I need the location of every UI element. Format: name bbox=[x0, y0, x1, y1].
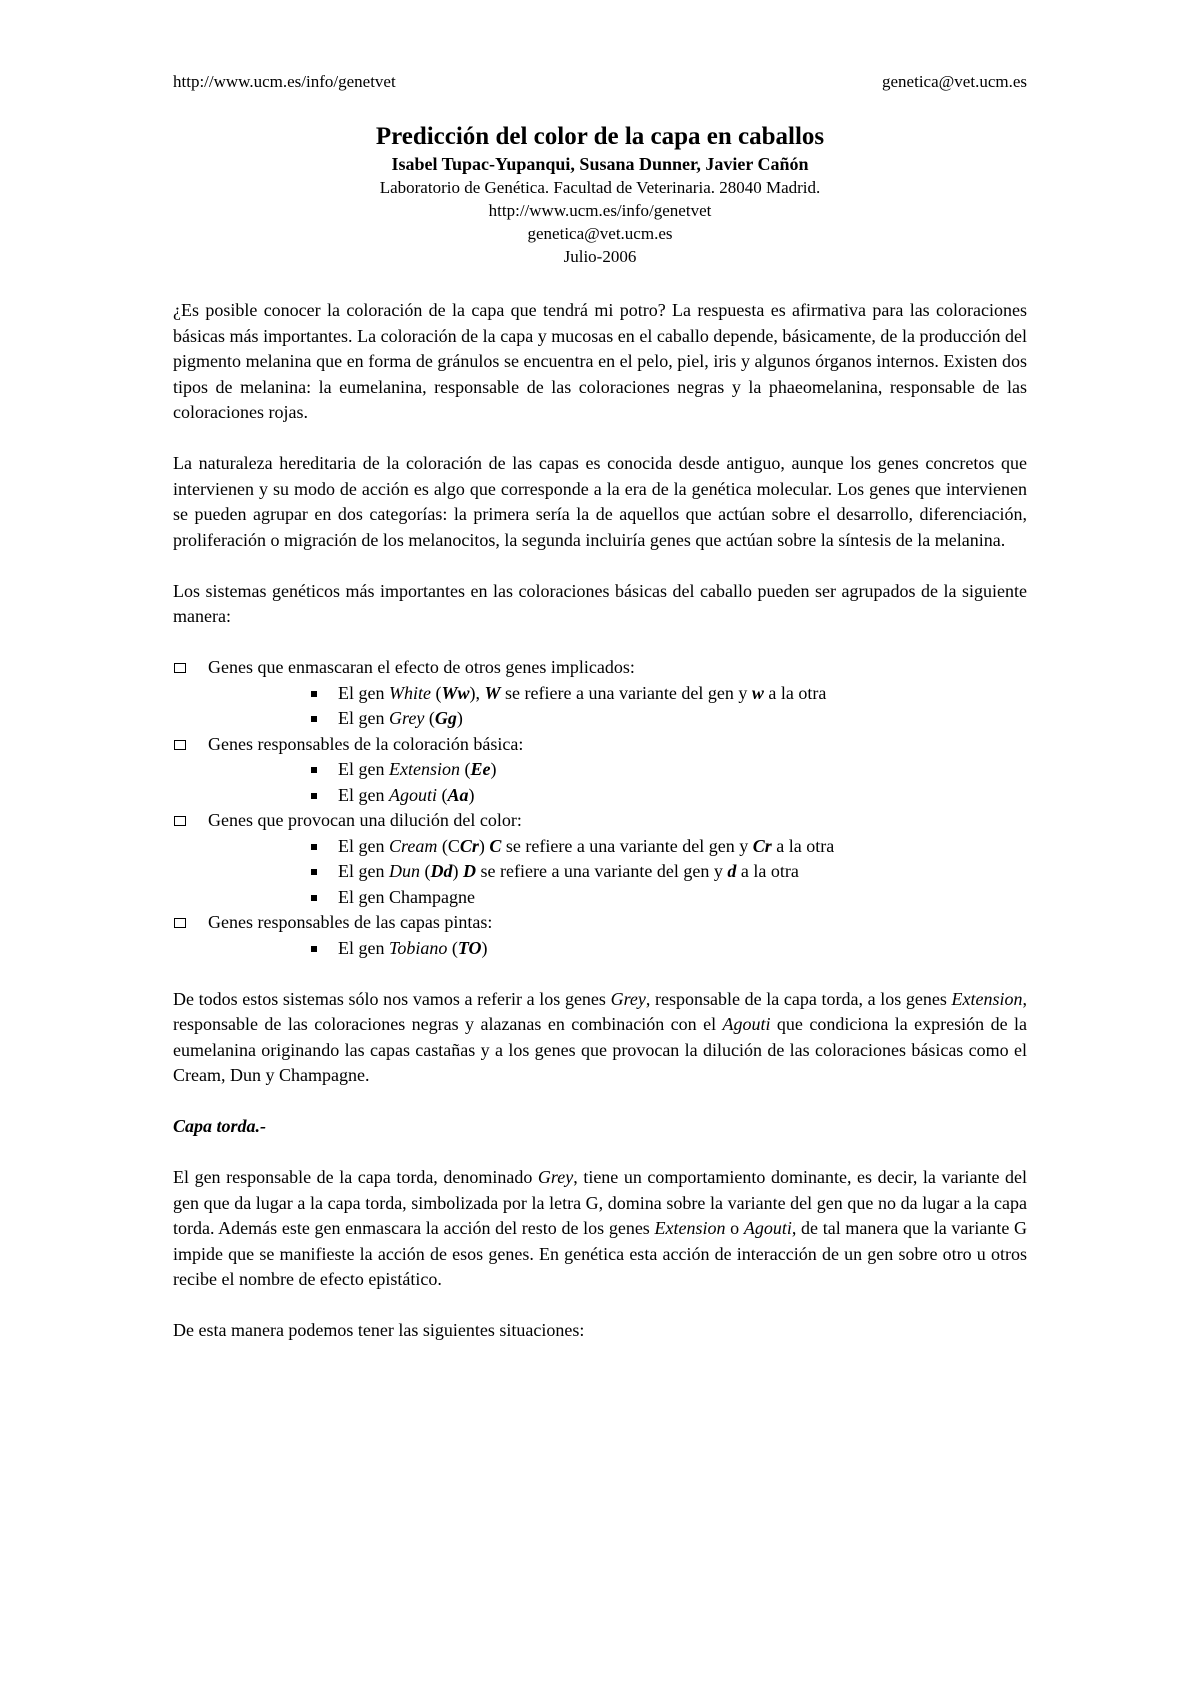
gene-list bbox=[208, 936, 1027, 962]
square-bullet-icon bbox=[311, 767, 317, 773]
gene-name: Cream bbox=[389, 835, 438, 856]
gene-group-label: Genes que enmascaran el efecto de otros genes implicados: bbox=[208, 657, 635, 677]
gene-symbol: Gg bbox=[434, 708, 457, 728]
gene-list bbox=[208, 834, 1027, 911]
gene-groups-list bbox=[173, 655, 1027, 961]
gene-symbol: Dd bbox=[430, 861, 453, 881]
gene-item: El gen Cream (CCr) C se refiere a una variante del gen y Cr a la otra bbox=[208, 834, 1027, 860]
gene-group bbox=[173, 732, 1027, 809]
title-block bbox=[173, 122, 1027, 268]
gene-group-label: Genes responsables de las capas pintas: bbox=[208, 912, 493, 932]
gene-name: Tobiano bbox=[389, 937, 448, 958]
gene-name: Agouti bbox=[389, 784, 437, 805]
gene-item: El gen Tobiano (TO) bbox=[208, 936, 1027, 962]
gene-item: El gen White (Ww), W se refiere a una variante del gen y w a la otra bbox=[208, 681, 1027, 707]
paragraph-heredity: La naturaleza hereditaria de la coloración de las capas es conocida desde antiguo, aunque los genes concretos que intervienen y su modo de acción es algo que corresponde a la era de la genética molecular. Los genes que intervienen se pueden agrupar en dos categorías: la primera sería la de aquellos que actúan sobre el desarrollo, diferenciación, proliferación o migración de los melanocitos, la segunda incluiría genes que actúan sobre la síntesis de la melanina. bbox=[173, 453, 1027, 550]
gene-symbol: Ee bbox=[470, 759, 491, 779]
square-bullet-icon bbox=[311, 946, 317, 952]
gene-symbol: Cr bbox=[459, 835, 479, 856]
gene-list bbox=[208, 757, 1027, 808]
square-bullet-icon bbox=[311, 869, 317, 875]
document-body bbox=[173, 298, 1027, 1344]
square-bullet-icon bbox=[311, 691, 317, 697]
paragraph-grey-gene: El gen responsable de la capa torda, denominado Grey, tiene un comportamiento dominante, es decir, la variante del gen que da lugar a la capa torda, simbolizada por la letra G, domina sobre la variante del gen que no da lugar a la capa torda. Además este gen enmascara la acción del resto de los genes Extension o Agouti, de tal manera que la variante G impide que se manifieste la acción de esos genes. En genética esta acción de interacción de un gen sobre otro u otros recibe el nombre de efecto epistático. bbox=[173, 1167, 1028, 1289]
gene-symbol: Ww bbox=[441, 682, 470, 703]
gene-item: El gen Dun (Dd) D se refiere a una variante del gen y d a la otra bbox=[208, 859, 1027, 885]
publication-date: Julio-2006 bbox=[563, 247, 637, 266]
affiliation: Laboratorio de Genética. Facultad de Veterinaria. 28040 Madrid. bbox=[379, 178, 821, 197]
gene-name: Grey bbox=[389, 708, 425, 728]
gene-group-label: Genes responsables de la coloración básica: bbox=[208, 733, 524, 754]
square-bullet-icon bbox=[311, 793, 317, 799]
paragraph-systems: Los sistemas genéticos más importantes en las coloraciones básicas del caballo pueden ser agrupados de la siguiente manera: bbox=[173, 580, 1027, 626]
website-link[interactable]: http://www.ucm.es/info/genetvet bbox=[488, 201, 712, 220]
checkbox-bullet-icon bbox=[174, 816, 186, 826]
gene-item: El gen Champagne bbox=[208, 885, 1027, 911]
gene-name: Dun bbox=[389, 861, 420, 881]
gene-group bbox=[173, 808, 1027, 910]
paragraph-situations: De esta manera podemos tener las siguientes situaciones: bbox=[173, 1320, 585, 1340]
running-header-url[interactable]: http://www.ucm.es/info/genetvet bbox=[173, 72, 396, 91]
checkbox-bullet-icon bbox=[174, 918, 186, 928]
gene-group bbox=[173, 655, 1027, 732]
section-heading-capa-torda: Capa torda.- bbox=[173, 1116, 267, 1136]
running-header-email[interactable]: genetica@vet.ucm.es bbox=[882, 72, 1027, 91]
document-title: Predicción del color de la capa en caballos bbox=[375, 123, 825, 150]
gene-list bbox=[208, 681, 1027, 732]
gene-name: Extension bbox=[389, 759, 460, 779]
square-bullet-icon bbox=[311, 716, 317, 722]
authors: Isabel Tupac-Yupanqui, Susana Dunner, Javier Cañón bbox=[391, 154, 809, 174]
gene-group-label: Genes que provocan una dilución del color: bbox=[208, 810, 522, 830]
paragraph-intro: ¿Es posible conocer la coloración de la capa que tendrá mi potro? La respuesta es afirmativa para las coloraciones básicas más importantes. La coloración de la capa y mucosas en el caballo depende, básicamente, de la producción del pigmento melanina que en forma de gránulos se encuentra en el pelo, piel, iris y algunos órganos internos. Existen dos tipos de melanina: la eumelanina, responsable de las coloraciones negras y la phaeomelanina, responsable de las coloraciones rojas. bbox=[173, 300, 1027, 422]
checkbox-bullet-icon bbox=[174, 663, 186, 673]
contact-email[interactable]: genetica@vet.ucm.es bbox=[527, 224, 673, 243]
square-bullet-icon bbox=[311, 844, 317, 850]
square-bullet-icon bbox=[311, 895, 317, 901]
gene-item: El gen Agouti (Aa) bbox=[208, 783, 1027, 809]
gene-item: El gen Grey (Gg) bbox=[208, 706, 1027, 732]
gene-group bbox=[173, 910, 1027, 961]
checkbox-bullet-icon bbox=[174, 740, 186, 750]
gene-symbol: Aa bbox=[447, 784, 469, 805]
gene-name: White bbox=[389, 682, 431, 703]
gene-item: El gen Extension (Ee) bbox=[208, 757, 1027, 783]
paragraph-scope: De todos estos sistemas sólo nos vamos a referir a los genes Grey, responsable de la capa torda, a los genes Extension, responsable de las coloraciones negras y alazanas en combinación con el Agouti que condiciona la expresión de la eumelanina originando las capas castañas y a los genes que provocan la dilución de las coloraciones básicas como el Cream, Dun y Champagne. bbox=[173, 988, 1028, 1085]
gene-symbol: TO bbox=[457, 937, 482, 958]
